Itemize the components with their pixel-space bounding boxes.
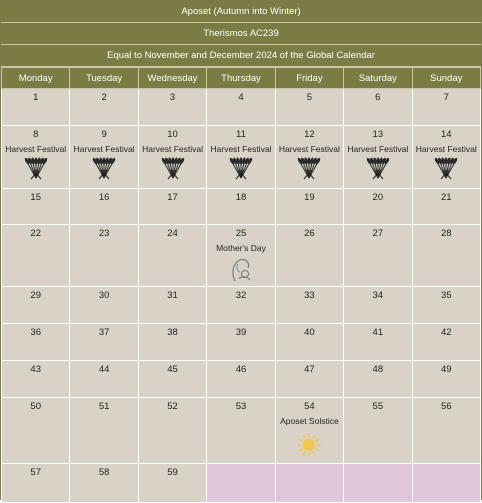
day-cell: [138, 287, 206, 324]
day-number: 24: [167, 228, 178, 239]
day-number: 22: [30, 228, 41, 239]
event-label: Harvest Festival: [415, 144, 477, 154]
calendar-note: Equal to November and December 2024 of the Global Calendar: [1, 45, 481, 67]
day-cell: [275, 361, 343, 398]
day-cell: [207, 189, 275, 225]
day-number: 4: [238, 92, 244, 103]
day-cell: [138, 398, 206, 464]
day-cell: [138, 361, 206, 398]
day-cell: [275, 189, 343, 225]
day-number: 51: [98, 401, 110, 412]
weekday-header-row: [2, 68, 481, 89]
calendar-subtitle: Therismos AC239: [1, 23, 481, 45]
week-row: [2, 324, 481, 361]
day-cell: [138, 89, 206, 126]
day-number: 13: [372, 129, 384, 140]
day-number: 58: [98, 467, 110, 478]
week-row: [2, 225, 481, 287]
day-cell: [138, 324, 206, 361]
day-number: 27: [372, 228, 384, 239]
day-number: 31: [167, 290, 178, 301]
day-number: 26: [304, 228, 315, 239]
day-number: 50: [30, 401, 41, 412]
day-cell: [2, 398, 70, 464]
day-cell: [2, 361, 70, 398]
empty-day-cell: [275, 464, 343, 503]
day-number: 1: [33, 92, 39, 103]
day-cell: [70, 225, 138, 287]
calendar-title: Aposet (Autumn into Winter): [1, 1, 481, 23]
day-cell: [344, 398, 412, 464]
day-number: 6: [375, 92, 381, 103]
day-cell: [344, 126, 412, 189]
day-number: 44: [98, 364, 110, 375]
day-number: 34: [372, 290, 384, 301]
day-cell: [344, 324, 412, 361]
day-cell: [207, 89, 275, 126]
day-number: 57: [30, 467, 41, 478]
day-cell: [412, 89, 480, 126]
event-label: Mother's Day: [216, 243, 266, 253]
day-cell: [412, 398, 480, 464]
day-cell: [412, 361, 480, 398]
day-number: 47: [304, 364, 315, 375]
day-number: 55: [372, 401, 384, 412]
day-cell: [275, 89, 343, 126]
week-row: [2, 398, 481, 464]
day-cell: [70, 126, 138, 189]
day-number: 56: [440, 401, 452, 412]
mother-child-icon: [207, 255, 274, 286]
day-number: 19: [304, 192, 315, 203]
wheat-sheaf-icon: [344, 156, 411, 183]
day-cell: [275, 287, 343, 324]
day-number: 39: [235, 327, 247, 338]
weekday-thursday: Thursday: [207, 68, 275, 89]
day-cell: [344, 89, 412, 126]
week-row: [2, 126, 481, 189]
day-cell: [70, 464, 138, 503]
day-cell: [70, 89, 138, 126]
day-cell: [2, 464, 70, 503]
day-number: 17: [167, 192, 178, 203]
wheat-sheaf-icon: [207, 156, 274, 183]
day-number: 23: [98, 228, 110, 239]
week-row: [2, 464, 481, 503]
day-cell: [138, 225, 206, 287]
event-label: Harvest Festival: [142, 144, 204, 154]
wheat-sheaf-icon: [70, 156, 137, 183]
day-number: 43: [30, 364, 41, 375]
day-number: 25: [235, 228, 247, 239]
day-cell: [70, 324, 138, 361]
day-number: 46: [235, 364, 247, 375]
wheat-sheaf-icon: [2, 156, 69, 183]
day-cell: [138, 126, 206, 189]
day-cell: [412, 126, 480, 189]
day-cell: [275, 225, 343, 287]
day-number: 7: [443, 92, 449, 103]
event-label: Harvest Festival: [73, 144, 135, 154]
empty-day-cell: [207, 464, 275, 503]
day-number: 5: [306, 92, 313, 103]
day-number: 40: [304, 327, 315, 338]
sun-icon: [276, 432, 343, 461]
day-number: 10: [167, 129, 178, 140]
day-cell: [412, 189, 480, 225]
week-row: [2, 189, 481, 225]
week-row: [2, 361, 481, 398]
day-cell: [2, 126, 70, 189]
day-number: 45: [167, 364, 178, 375]
day-number: 18: [235, 192, 247, 203]
day-number: 21: [440, 192, 452, 203]
day-cell: [344, 361, 412, 398]
empty-day-cell: [344, 464, 412, 503]
day-cell: [2, 287, 70, 324]
wheat-sheaf-icon: [139, 156, 206, 183]
day-number: 28: [440, 228, 452, 239]
day-number: 38: [167, 327, 178, 338]
empty-day-cell: [412, 464, 480, 503]
day-cell: [138, 189, 206, 225]
day-cell: [70, 287, 138, 324]
day-cell: [275, 126, 343, 189]
day-cell: [70, 398, 138, 464]
day-cell: [207, 126, 275, 189]
wheat-sheaf-icon: [413, 156, 480, 183]
day-number: 53: [235, 401, 247, 412]
day-number: 52: [167, 401, 178, 412]
day-number: 3: [169, 92, 176, 103]
day-cell: [2, 89, 70, 126]
weekday-tuesday: Tuesday: [70, 68, 138, 89]
day-number: 12: [304, 129, 315, 140]
day-cell: [70, 189, 138, 225]
day-number: 59: [167, 467, 178, 478]
day-number: 36: [30, 327, 41, 338]
day-number: 20: [372, 192, 384, 203]
day-number: 48: [372, 364, 384, 375]
day-number: 33: [304, 290, 315, 301]
day-number: 16: [98, 192, 110, 203]
week-row: [2, 287, 481, 324]
day-cell: [412, 324, 480, 361]
day-number: 30: [98, 290, 110, 301]
day-number: 11: [236, 129, 246, 140]
day-cell: [275, 398, 343, 464]
day-number: 42: [440, 327, 452, 338]
day-number: 49: [440, 364, 452, 375]
wheat-sheaf-icon: [276, 156, 343, 183]
day-number: 41: [372, 327, 384, 338]
day-number: 37: [98, 327, 110, 338]
day-cell: [207, 287, 275, 324]
calendar-body: [2, 89, 481, 503]
event-label: Harvest Festival: [347, 144, 409, 154]
event-label: Harvest Festival: [210, 144, 272, 154]
event-label: Harvest Festival: [5, 144, 67, 154]
event-label: Harvest Festival: [278, 144, 340, 154]
day-number: 8: [33, 129, 39, 140]
day-number: 9: [101, 129, 107, 140]
day-cell: [344, 287, 412, 324]
day-number: 29: [30, 290, 41, 301]
weekday-monday: Monday: [2, 68, 70, 89]
day-number: 35: [440, 290, 452, 301]
day-cell: [138, 464, 206, 503]
weekday-sunday: Sunday: [412, 68, 480, 89]
day-cell: [344, 189, 412, 225]
day-cell: [2, 324, 70, 361]
day-cell: [2, 189, 70, 225]
day-cell: [207, 361, 275, 398]
day-cell: [412, 225, 480, 287]
calendar-grid: [1, 67, 481, 503]
weekday-saturday: Saturday: [344, 68, 412, 89]
event-label: Aposet Solstice: [280, 416, 339, 426]
weekday-friday: Friday: [275, 68, 343, 89]
day-number: 2: [101, 92, 107, 103]
weekday-wednesday: Wednesday: [138, 68, 206, 89]
day-cell: [207, 398, 275, 464]
day-number: 32: [235, 290, 247, 301]
day-cell: [207, 225, 275, 287]
day-cell: [275, 324, 343, 361]
day-cell: [207, 324, 275, 361]
day-number: 54: [304, 401, 315, 412]
day-cell: [70, 361, 138, 398]
day-cell: [412, 287, 480, 324]
day-cell: [2, 225, 70, 287]
week-row: [2, 89, 481, 126]
day-cell: [344, 225, 412, 287]
day-number: 14: [440, 129, 452, 140]
day-number: 15: [30, 192, 41, 203]
